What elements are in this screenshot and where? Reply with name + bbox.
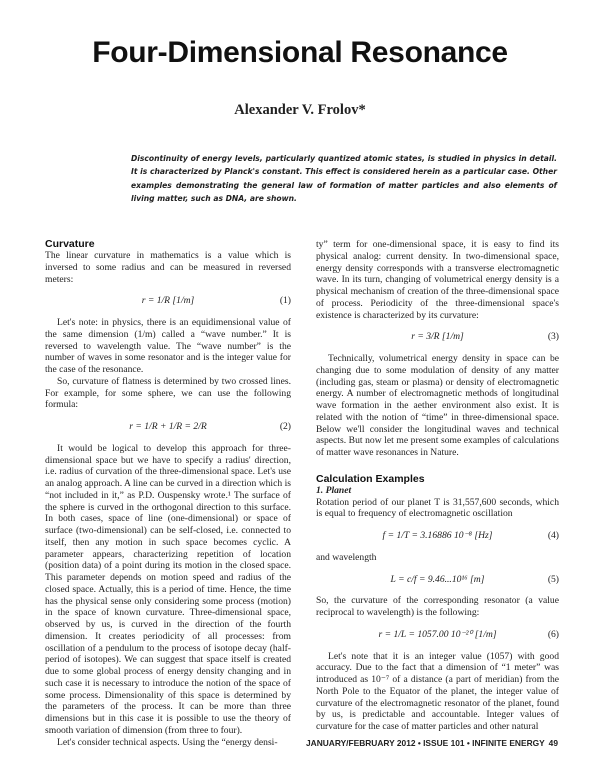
page-number: 49: [548, 738, 558, 748]
equation-text: r = 1/R [1/m]: [141, 295, 195, 307]
left-column: [45, 238, 291, 748]
paragraph: Let's consider technical aspects. Using the “energy densi-: [57, 736, 278, 748]
paragraph: Technically, volumetrical energy density in space can be changing due to some modulation of density of any matter (including gas, steam or plasma) or density of electromagnetic energy. A number of electromagnetic methods of longitudinal wave formation in the aether environment also exist. It is related with the notion of “time” in three-dimensional space. Below we'll consider the longitudinal waves and technical aspects. But now let me present some examples of calculations of matter wave resonances in Nature.: [316, 353, 559, 458]
paragraph: Let's note: in physics, there is an equidimensional value of the same dimension (1/m) called a “wave number.” It is reversed to wavelength value. The “wave number” is the number of waves in some resonator and is the integer value for the case of the resonance.: [45, 317, 291, 375]
equation-number: (4): [547, 530, 559, 541]
equation-number: (1): [279, 295, 291, 307]
section-heading-calculation-examples: Calculation Examples: [316, 472, 425, 485]
right-column: [316, 239, 559, 733]
footer-issue-info: JANUARY/FEBRUARY 2012 • ISSUE 101 • INFINITE ENERGY: [306, 738, 545, 748]
paragraph: Rotation period of our planet T is 31,557,600 seconds, which is equal to frequency of electromagnetic oscillation: [316, 496, 559, 520]
equation-number: (2): [279, 421, 291, 432]
paragraph: Let's note that it is an integer value (1057) with good accuracy. Due to the fact that a dimension of “1 meter” was introduced as 10⁻⁷ of a distance (a part of meridian) from the North Pole to the Equator of the planet, the integer value of curvature of the electromagnetic resonator of the planet, found by us, is predictable and accountable. Integer values of curvature for the case of matter particles and other natural: [316, 650, 559, 732]
equation-text: r = 3/R [1/m]: [411, 331, 464, 343]
equation-5: [316, 574, 559, 586]
equation-text: r = 1/L = 1057.00 10⁻²⁰ [1/m]: [378, 628, 497, 640]
equation-2: [45, 421, 291, 433]
paragraph: It would be logical to develop this approach for three-dimensional space but we have to specify a radius' direction, i.e. radius of curvation of the three-dimensional space. Let's use an analog approach. A line can be curved in a direction which is “not included in it,” as P.D. Ouspensky wrote.¹ The surface of the sphere is curved in the orthogonal direction to this surface. In both cases, space of line (one-dimensional) or space of surface (two-dimensional) can be self-closed, i.e. connected to itself, then any motion in such space becomes cyclic. A parameter appears, characterizing repetition of location (position data) of a point during its motion in the closed space. This parameter depends on motion speed and radius of the closed space. Actually, this is a period of time. Hence, the time has the physical sense only considering some process (motion) in the space of known curvature. Three-dimensional space, observed by us, is curved in the direction of the fourth dimension. It creates periodicity of all processes: from oscillation of a pendulum to the process of isotope decay (half-period of isotopes). We can suggest that space itself is created due to some global process of energy density changing and in such case it is necessary to introduce the notion of the space of some process. Dimensionality of this space is determined by the parameters of the process. It can be more than three dimensions but in this case it is possible to use the theory of smooth variation of dimension (from three to four).: [45, 442, 291, 736]
paragraph: and wavelength: [316, 551, 377, 563]
paragraph: So, curvature of flatness is determined by two crossed lines. For example, for some sphere, we can use the following formula:: [45, 375, 291, 411]
equation-number: (6): [547, 628, 559, 640]
equation-6: [316, 629, 559, 641]
equation-text: r = 1/R + 1/R = 2/R: [129, 421, 207, 432]
page-footer: [306, 738, 558, 748]
equation-4: [316, 530, 559, 542]
paragraph: ty” term for one-dimensional space, it is easy to find its physical analog: current density. In two-dimensional space, energy density corresponds with a transverse electromagnetic wave. In its turn, changing of volumetrical energy density is a physical mechanism of creation of the three-dimensional space of process. Periodicity of the three-dimensional space's existence is characterized by its curvature:: [316, 239, 559, 321]
section-heading-curvature: Curvature: [45, 238, 95, 250]
equation-number: (3): [547, 331, 559, 343]
author-name: Alexander V. Frolov*: [234, 102, 366, 118]
equation-3: [316, 331, 559, 343]
abstract: Discontinuity of energy levels, particularly quantized atomic states, is studied in physics in detail. It is characterized by Planck's constant. This effect is considered herein as a particular case. Other examples demonstrating the general law of formation of matter particles and also elements of living matter, such as DNA, are shown.: [131, 154, 557, 204]
paragraph: So, the curvature of the corresponding resonator (a value reciprocal to wavelength) is the following:: [316, 595, 559, 618]
equation-text: f = 1/T = 3.16886 10⁻⁸ [Hz]: [382, 530, 493, 541]
paragraph: The linear curvature in mathematics is a value which is inversed to some radius and can be measured in reversed meters:: [45, 250, 291, 285]
article-title: Four-Dimensional Resonance: [92, 36, 508, 69]
equation-number: (5): [547, 573, 559, 585]
equation-text: L = c/f = 9.46...10¹⁶ [m]: [390, 573, 485, 585]
equation-1: [45, 295, 291, 307]
subsection-heading-planet: 1. Planet: [316, 484, 352, 496]
